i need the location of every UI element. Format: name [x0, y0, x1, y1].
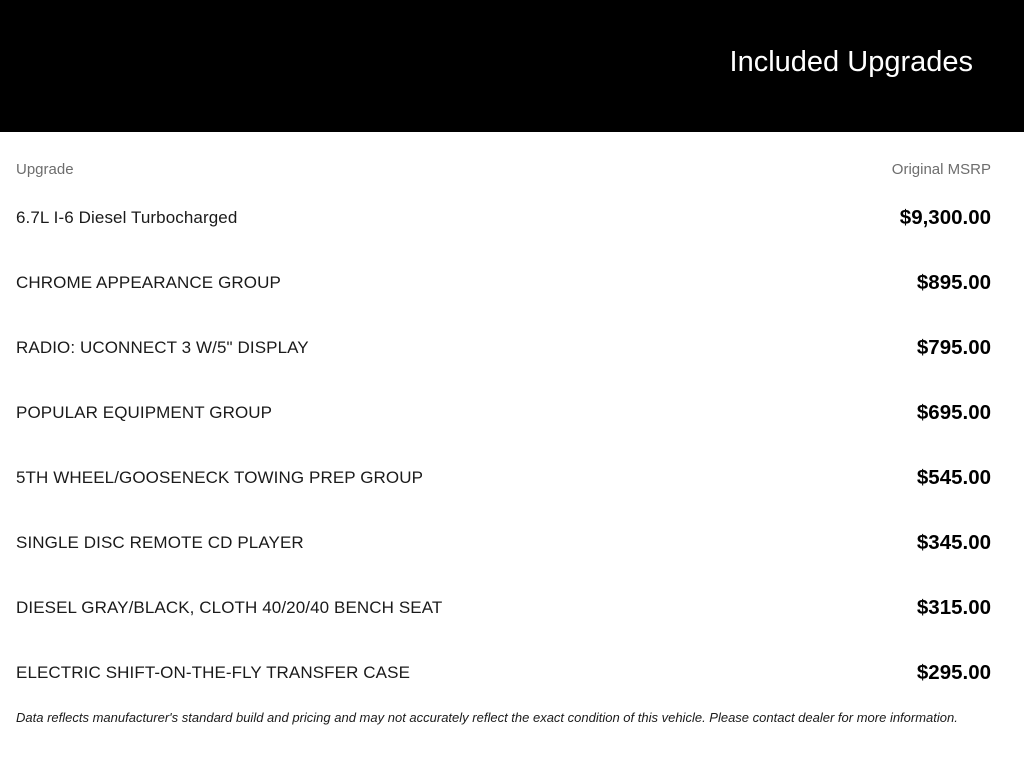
upgrade-msrp: $545.00 — [916, 465, 991, 489]
column-header-upgrade: Upgrade — [16, 161, 74, 178]
table-row — [16, 575, 991, 640]
table-row — [16, 380, 991, 445]
upgrades-panel — [0, 132, 1024, 725]
disclaimer-text: Data reflects manufacturer's standard build and pricing and may not accurately reflect the exact condition of this vehicle. Please contact dealer for more information. — [16, 710, 958, 725]
table-row — [16, 510, 991, 575]
table-row — [16, 315, 991, 380]
upgrade-msrp: $295.00 — [916, 660, 991, 684]
page-header — [0, 0, 1024, 132]
upgrade-msrp: $345.00 — [916, 530, 991, 554]
page-title: Included Upgrades — [729, 46, 973, 78]
table-row — [16, 445, 991, 510]
upgrade-name: ELECTRIC SHIFT-ON-THE-FLY TRANSFER CASE — [16, 662, 411, 682]
upgrade-msrp: $315.00 — [916, 595, 991, 619]
table-row — [16, 640, 991, 705]
column-header-msrp: Original MSRP — [891, 161, 991, 178]
table-row — [16, 250, 991, 315]
upgrades-table — [16, 185, 991, 705]
upgrade-name: SINGLE DISC REMOTE CD PLAYER — [16, 532, 304, 552]
upgrade-msrp: $9,300.00 — [899, 205, 991, 229]
upgrade-msrp: $695.00 — [916, 400, 991, 424]
upgrade-name: RADIO: UCONNECT 3 W/5" DISPLAY — [16, 337, 309, 357]
upgrade-name: 5TH WHEEL/GOOSENECK TOWING PREP GROUP — [16, 467, 424, 487]
upgrade-name: DIESEL GRAY/BLACK, CLOTH 40/20/40 BENCH SEAT — [16, 597, 443, 617]
upgrade-name: POPULAR EQUIPMENT GROUP — [16, 402, 273, 422]
upgrade-msrp: $795.00 — [916, 335, 991, 359]
table-column-header — [16, 162, 991, 177]
upgrade-msrp: $895.00 — [916, 270, 991, 294]
upgrade-name: 6.7L I-6 Diesel Turbocharged — [16, 207, 238, 227]
upgrade-name: CHROME APPEARANCE GROUP — [16, 272, 281, 292]
table-row — [16, 185, 991, 250]
